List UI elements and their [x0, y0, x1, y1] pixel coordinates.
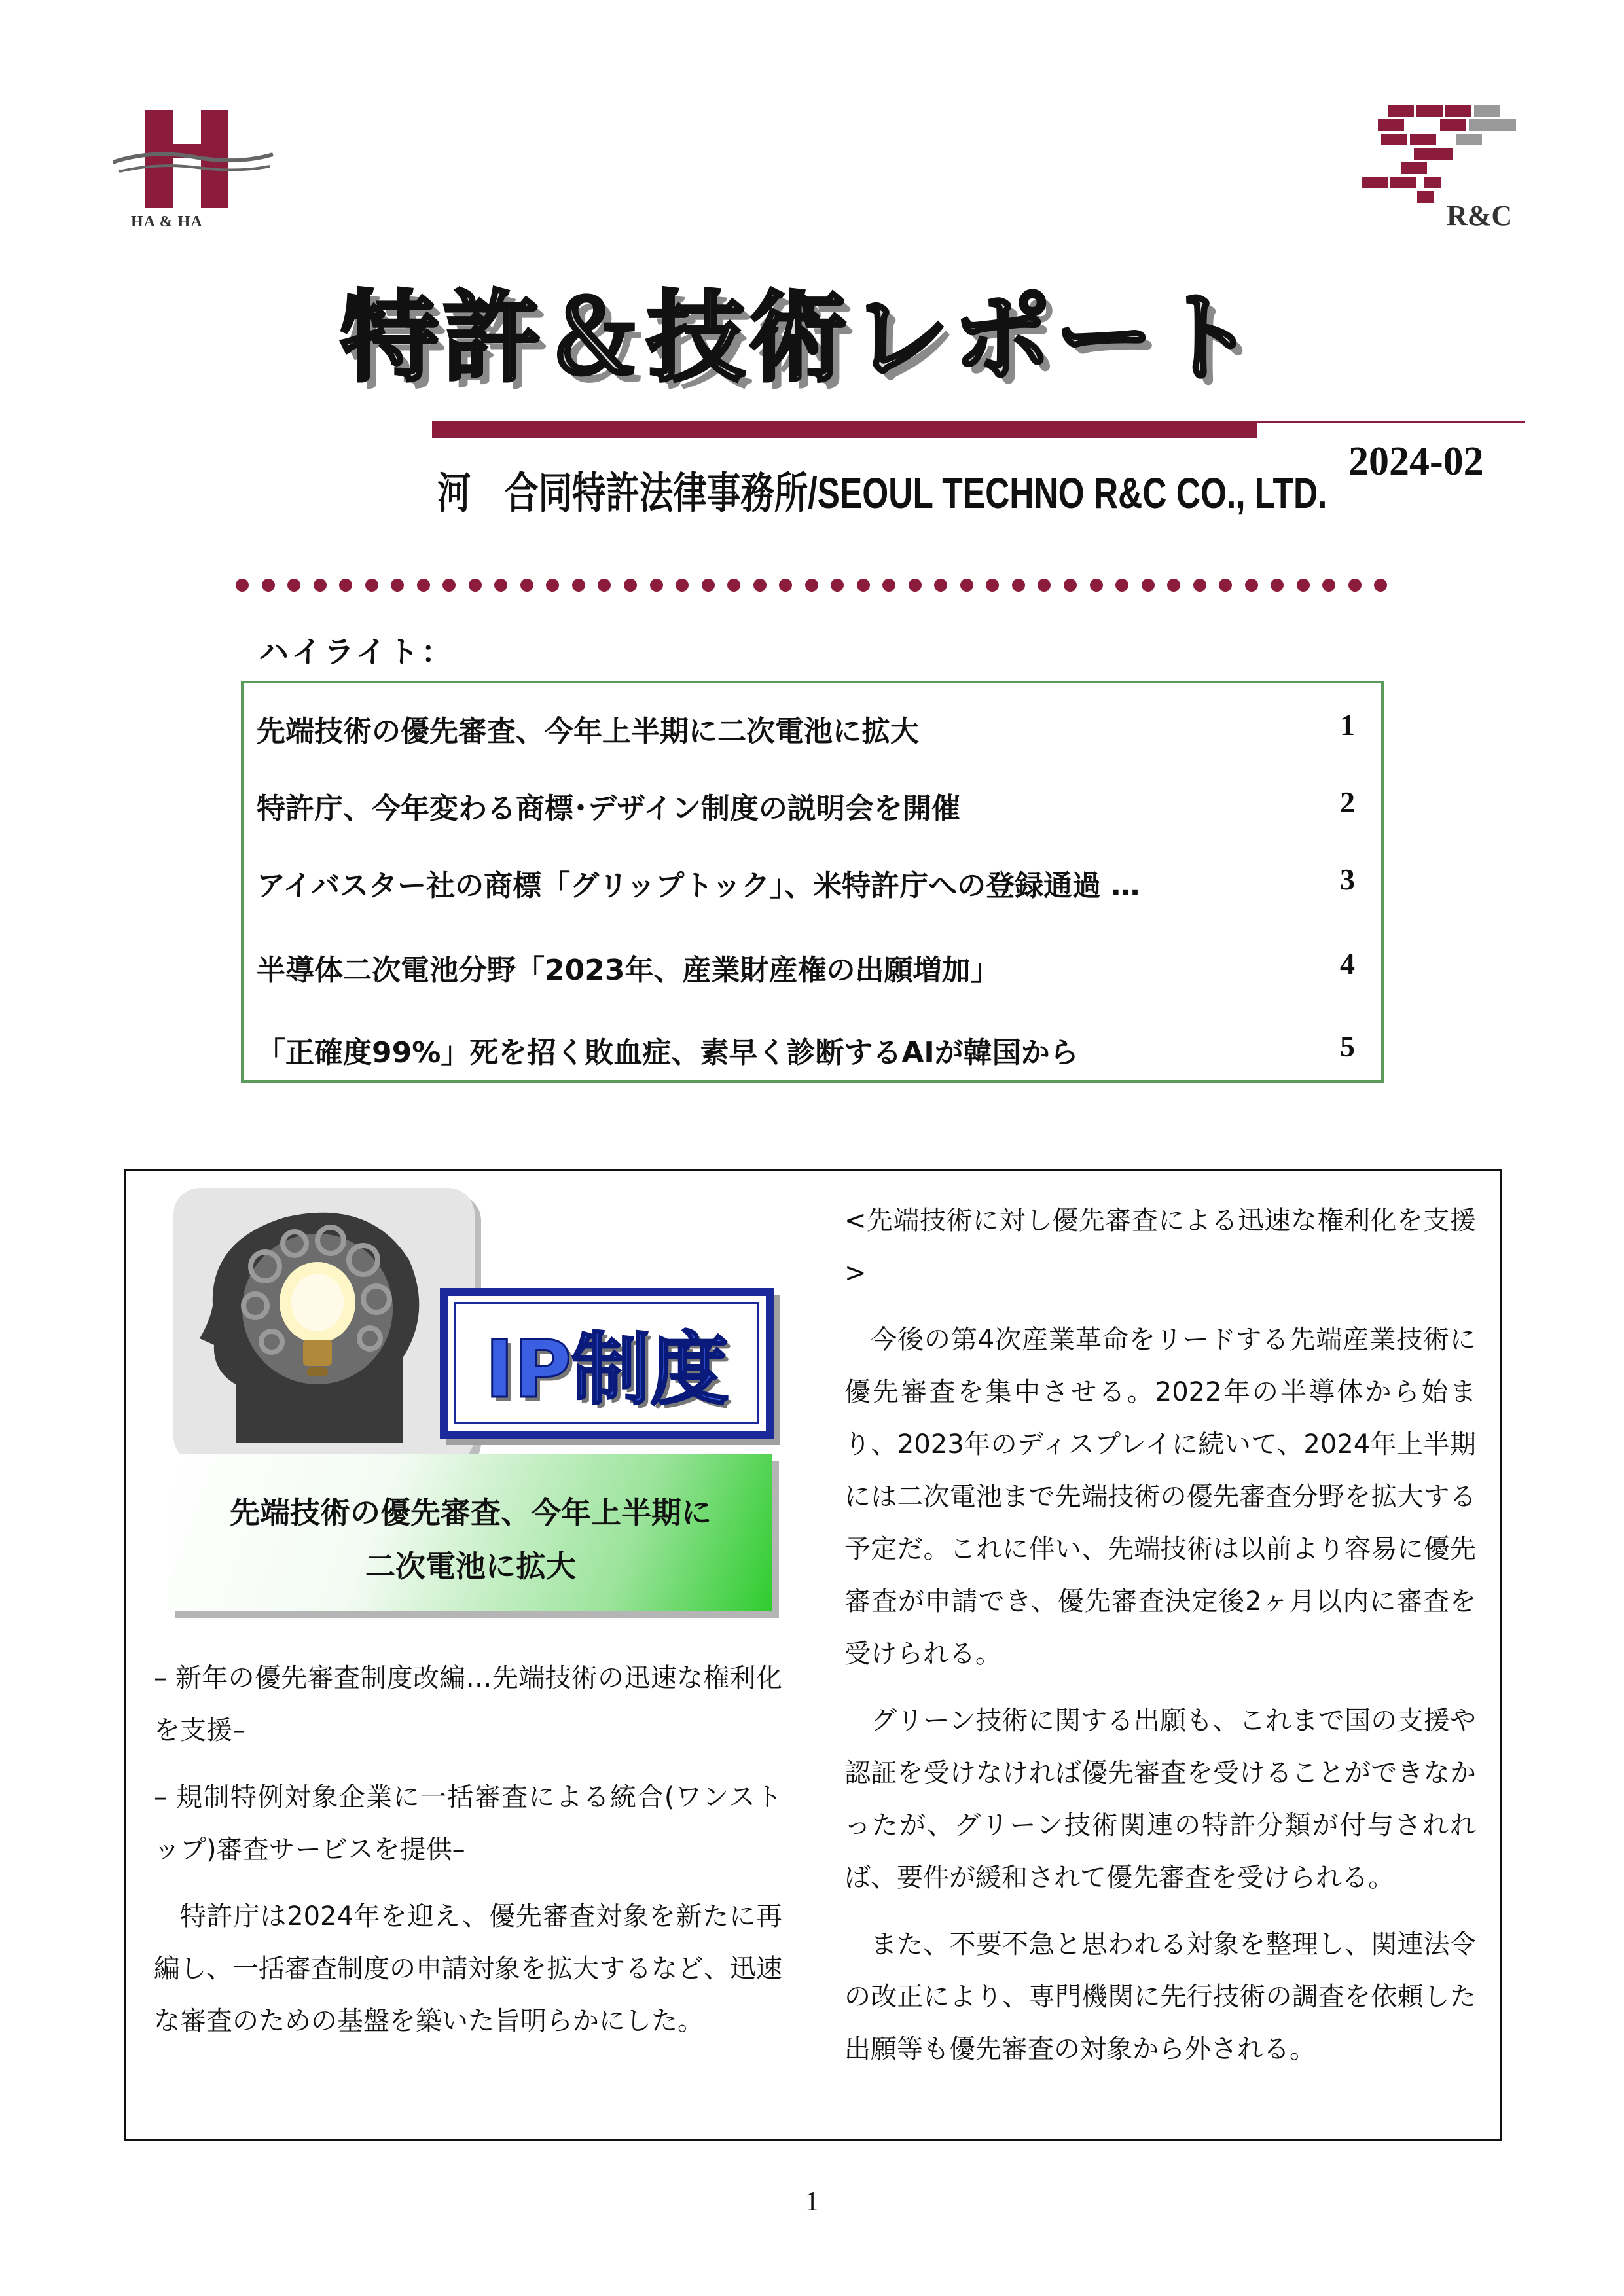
divider-dot: [236, 579, 249, 592]
divider-dot: [1348, 579, 1362, 592]
divider-dot: [779, 579, 792, 592]
divider-dot: [676, 579, 689, 592]
divider-dot: [1245, 579, 1258, 592]
title-rule-thick: [432, 421, 1257, 438]
divider-dot: [1038, 579, 1051, 592]
headline-line-2: 二次電池に拡大: [365, 1549, 576, 1584]
divider-dot: [262, 579, 275, 592]
body-paragraph: また、不要不急と思われる対象を整理し、関連法令の改正により、専門機関に先行技術の調査を依頼した出願等も優先審査の対象から外される。: [844, 1929, 1476, 2064]
divider-dot: [1193, 579, 1206, 592]
category-label: IP制度: [484, 1325, 729, 1416]
ip-category-badge: [440, 1288, 774, 1439]
divider-dot: [805, 579, 818, 592]
divider-dot: [339, 579, 352, 592]
divider-dot: [1219, 579, 1232, 592]
divider-dot: [1090, 579, 1103, 592]
divider-dot: [469, 579, 482, 592]
ip-badge-inner: [454, 1302, 759, 1424]
divider-dot: [753, 579, 767, 592]
section-heading: <先端技術に対し優先審査による迅速な権利化を支援>: [844, 1206, 1476, 1288]
divider-dot: [546, 579, 559, 592]
highlight-title: 半導体二次電池分野「2023年、産業財産権の出願増加」: [257, 954, 1000, 987]
dotted-divider: [236, 579, 1388, 594]
head-lightbulb-icon: [173, 1188, 475, 1463]
title-rule-thin: [1257, 421, 1525, 423]
head-lightbulb-illustration: [173, 1188, 475, 1463]
divider-dot: [934, 579, 947, 592]
subhead-2: – 規制特例対象企業に一括審査による統合(ワンストップ)審査サービスを提供–: [154, 1782, 782, 1865]
divider-dot: [442, 579, 456, 592]
divider-dot: [1297, 579, 1310, 592]
divider-dot: [287, 579, 300, 592]
divider-dot: [1012, 579, 1025, 592]
highlight-title: 先端技術の優先審査、今年上半期に二次電池に拡大: [257, 715, 919, 748]
highlights-label: ハイライト：: [259, 634, 454, 670]
body-paragraph: 特許庁は2024年を迎え、優先審査対象を新たに再編し、一括審査制度の申請対象を拡大するなど、迅速な審査のための基盤を築いた旨明らかにした。: [154, 1901, 782, 2036]
page-number: 1: [805, 2187, 819, 2217]
divider-dot: [1374, 579, 1387, 592]
divider-dot: [391, 579, 404, 592]
divider-dot: [520, 579, 533, 592]
divider-dot: [624, 579, 637, 592]
divider-dot: [702, 579, 715, 592]
divider-dot: [572, 579, 585, 592]
body-paragraph: グリーン技術に関する出願も、これまで国の支援や認証を受けなければ優先審査を受けることができなかったが、グリーン技術関連の特許分類が付与されれば、要件が緩和されて優先審査を受けられる。: [844, 1706, 1476, 1893]
divider-dot: [727, 579, 740, 592]
logo-right-caption: R&C: [1447, 200, 1513, 232]
highlight-page: 4: [1340, 947, 1355, 980]
divider-dot: [1167, 579, 1180, 592]
report-title: 特許＆技術レポート: [340, 281, 1260, 395]
body-paragraph: 今後の第4次産業革命をリードする先端産業技術に優先審査を集中させる。2022年の半導体から始まり、2023年のディスプレイに続いて、2024年上半期には二次電池まで先端技術の優先審査分野を拡大する予定だ。これに伴い、先端技術は以前より容易に優先審査が申請でき、優先審査決定後2ヶ月以内に審査を受けられる。: [844, 1325, 1476, 1669]
divider-dot: [882, 579, 895, 592]
divider-dot: [909, 579, 922, 592]
divider-dot: [831, 579, 844, 592]
divider-dot: [494, 579, 507, 592]
divider-dot: [1271, 579, 1284, 592]
divider-dot: [598, 579, 611, 592]
article-left-column: [154, 1652, 782, 2062]
highlight-title: アイバスター社の商標「グリップトック」、米特許庁への登録通過 …: [257, 869, 1140, 903]
divider-dot: [1322, 579, 1335, 592]
highlight-page: 3: [1340, 863, 1355, 896]
divider-dot: [1142, 579, 1155, 592]
subhead-1: – 新年の優先審査制度改編…先端技術の迅速な権利化を支援–: [154, 1663, 782, 1746]
highlight-page: 1: [1340, 708, 1355, 742]
firm-name: 河 合同特許法律事務所/SEOUL TECHNO R&C CO., LTD.: [437, 469, 1327, 517]
issue-date: 2024-02: [1348, 439, 1484, 484]
highlight-title: 特許庁、今年変わる商標･デザイン制度の説明会を開催: [257, 792, 960, 825]
highlight-page: 2: [1340, 785, 1355, 819]
headline-banner: [169, 1454, 772, 1611]
highlights-box: [241, 681, 1384, 1083]
divider-dot: [314, 579, 327, 592]
divider-dot: [960, 579, 973, 592]
highlight-page: 5: [1340, 1030, 1355, 1063]
headline-line-1: 先端技術の優先審査、今年上半期に: [230, 1495, 712, 1530]
divider-dot: [1064, 579, 1077, 592]
divider-dot: [365, 579, 378, 592]
article-headline: [169, 1486, 772, 1593]
article-right-column: [844, 1194, 1476, 2090]
highlight-title: 「正確度99%」死を招く敗血症、素早く診断するAIが韓国から: [257, 1036, 1079, 1069]
divider-dot: [417, 579, 430, 592]
logo-left-caption: HA & HA: [131, 213, 203, 230]
divider-dot: [857, 579, 870, 592]
divider-dot: [650, 579, 663, 592]
divider-dot: [1115, 579, 1128, 592]
divider-dot: [986, 579, 999, 592]
